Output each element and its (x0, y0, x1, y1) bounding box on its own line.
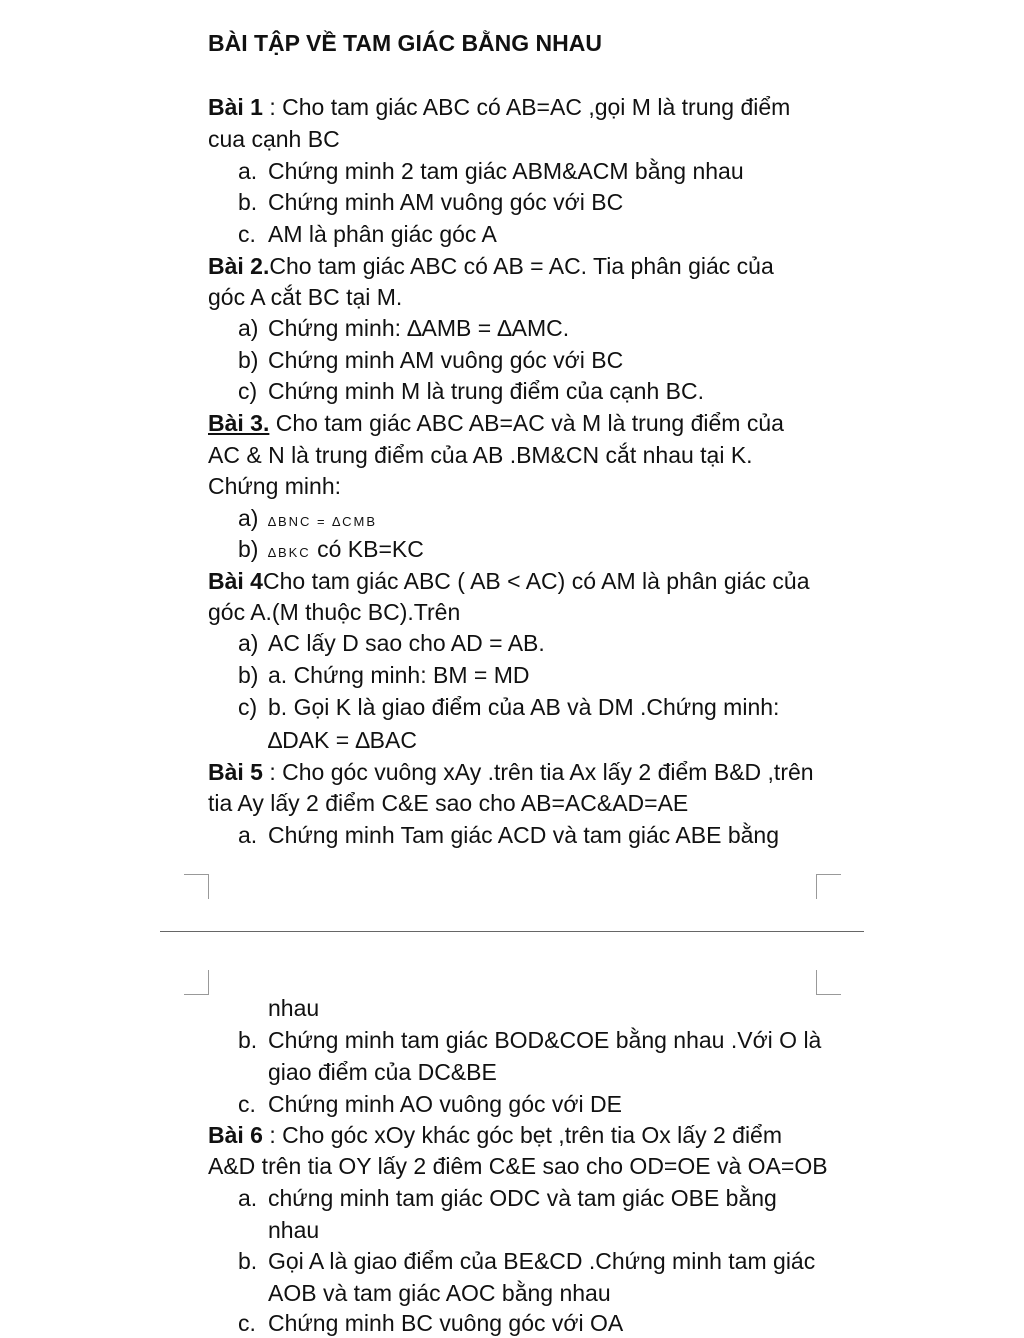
item-label: b) (238, 347, 259, 373)
exercise-5-item-b (238, 1025, 821, 1055)
item-label: a. (238, 158, 258, 184)
item-text: có KB=KC (310, 536, 424, 562)
exercise-5-text-cont: tia Ay lấy 2 điểm C&E sao cho AB=AC&AD=AE (208, 790, 689, 816)
exercise-1-item-a (238, 156, 744, 186)
item-label: b) (238, 662, 259, 688)
exercise-3-intro (208, 408, 784, 438)
item-label: b. (238, 1248, 258, 1274)
exercise-1-text-cont: cua cạnh BC (208, 126, 340, 152)
item-label: c) (238, 694, 258, 720)
exercise-2-item-a (238, 313, 569, 343)
exercise-6-heading: Bài 6 (208, 1122, 263, 1148)
exercise-2-text-cont: góc A cắt BC tại M. (208, 284, 403, 310)
item-label: b. (238, 1027, 258, 1053)
item-text: AM là phân giác góc A (268, 221, 497, 247)
item-text: b. Gọi K là giao điểm của AB và DM .Chứng minh: (268, 694, 780, 720)
exercise-6-text-cont: A&D trên tia OY lấy 2 điêm C&E sao cho OD=OE và OA=OB (208, 1153, 828, 1179)
exercise-6-item-b-cont: AOB và tam giác AOC bằng nhau (268, 1280, 611, 1306)
item-label: a. (238, 1185, 258, 1211)
exercise-6-item-c (238, 1308, 623, 1338)
exercise-1-item-b (238, 187, 623, 217)
exercise-5-item-b-cont: giao điểm của DC&BE (268, 1059, 497, 1085)
item-label: a) (238, 315, 259, 341)
exercise-4-intro (208, 566, 810, 596)
item-text: Chứng minh M là trung điểm của cạnh BC. (268, 378, 704, 404)
exercise-6-item-a (238, 1183, 777, 1213)
item-label: c. (238, 1310, 256, 1336)
exercise-2-heading: Bài 2. (208, 253, 270, 279)
exercise-4-item-c (238, 692, 779, 722)
item-text: Gọi A là giao điểm của BE&CD .Chứng minh tam giác (268, 1248, 816, 1274)
exercise-6-text: : Cho góc xOy khác góc bẹt ,trên tia Ox lấy 2 điểm (262, 1122, 783, 1148)
item-text: Chứng minh AM vuông góc với BC (268, 347, 624, 373)
exercise-2-item-c (238, 376, 704, 406)
item-text: AC lấy D sao cho AD = AB. (268, 630, 545, 656)
item-text: Chứng minh Tam giác ACD và tam giác ABE bằng (268, 822, 780, 848)
exercise-5-item-a-cont: nhau (268, 995, 320, 1021)
exercise-4-item-a (238, 628, 545, 658)
page-corner-mark-top-right (816, 874, 841, 899)
exercise-4-heading: Bài 4 (208, 568, 263, 594)
exercise-1-text: : Cho tam giác ABC có AB=AC ,gọi M là trung điểm (262, 94, 791, 120)
page-break-divider (160, 931, 864, 932)
item-label: a) (238, 630, 259, 656)
exercise-4-text: Cho tam giác ABC ( AB < AC) có AM là phân giác của (262, 568, 810, 594)
exercise-5-text: : Cho góc vuông xAy .trên tia Ax lấy 2 điểm B&D ,trên (262, 759, 814, 785)
item-text: chứng minh tam giác ODC và tam giác OBE bằng (268, 1185, 777, 1211)
item-label: a. (238, 822, 258, 848)
item-label: c. (238, 1091, 256, 1117)
page-corner-mark-top-left (184, 874, 209, 899)
exercise-3-item-a (238, 503, 377, 537)
exercise-4-text-cont: góc A.(M thuộc BC).Trên (208, 599, 461, 625)
exercise-1-item-c (238, 219, 497, 249)
item-text: Chứng minh BC vuông góc với OA (268, 1310, 624, 1336)
exercise-6-item-a-cont: nhau (268, 1217, 320, 1243)
exercise-3-text: Cho tam giác ABC AB=AC và M là trung điểm của (269, 410, 784, 436)
exercise-6-item-b (238, 1246, 815, 1276)
exercise-2-intro (208, 251, 774, 281)
item-text: Chứng minh: ∆AMB = ∆AMC. (268, 315, 570, 341)
item-label: c. (238, 221, 256, 247)
item-label: c) (238, 378, 258, 404)
exercise-3-item-b (238, 534, 424, 568)
item-math: ∆BKC (268, 545, 311, 560)
item-label: b. (238, 189, 258, 215)
item-text: Chứng minh AM vuông góc với BC (268, 189, 624, 215)
item-text: Chứng minh AO vuông góc với DE (268, 1091, 622, 1117)
page-title: BÀI TẬP VỀ TAM GIÁC BẰNG NHAU (208, 30, 602, 56)
page-corner-mark-bottom-left (184, 970, 209, 995)
exercise-3-prompt: Chứng minh: (208, 473, 342, 499)
exercise-4-item-b (238, 660, 529, 690)
exercise-5-item-c (238, 1089, 622, 1119)
item-text: a. Chứng minh: BM = MD (268, 662, 530, 688)
item-math: ∆BNC = ∆CMB (268, 514, 378, 529)
item-label: b) (238, 536, 259, 562)
item-text: Chứng minh 2 tam giác ABM&ACM bằng nhau (268, 158, 744, 184)
exercise-5-item-a (238, 820, 779, 850)
exercise-2-text: Cho tam giác ABC có AB = AC. Tia phân giác của (269, 253, 774, 279)
item-label: a) (238, 505, 259, 531)
exercise-3-text-cont: AC & N là trung điểm của AB .BM&CN cắt nhau tại K. (208, 442, 753, 468)
exercise-2-item-b (238, 345, 623, 375)
exercise-5-heading: Bài 5 (208, 759, 263, 785)
item-text: Chứng minh tam giác BOD&COE bằng nhau .Với O là (268, 1027, 822, 1053)
exercise-1-intro (208, 92, 790, 122)
exercise-6-intro (208, 1120, 782, 1150)
exercise-5-intro (208, 757, 814, 787)
exercise-1-heading: Bài 1 (208, 94, 263, 120)
exercise-3-heading: Bài 3. (208, 410, 270, 436)
page-corner-mark-bottom-right (816, 970, 841, 995)
exercise-4-item-c-cont: ∆DAK = ∆BAC (268, 727, 417, 753)
